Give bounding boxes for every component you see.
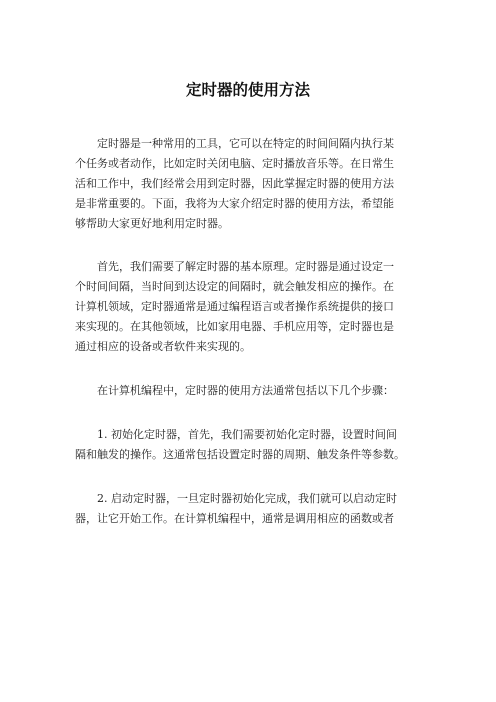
paragraph-2-line-2: 个时间间隔，当时间到达设定的间隔时，就会触发相应的操作。在 <box>75 280 394 293</box>
paragraph-2-line-3: 计算机领域，定时器通常是通过编程语言或者操作系统提供的接口 <box>75 300 394 313</box>
paragraph-5-line-1: 2. 启动定时器，一旦定时器初始化完成，我们就可以启动定时 <box>97 492 397 505</box>
paragraph-1-line-1: 定时器是一种常用的工具，它可以在特定的时间间隔内执行某 <box>97 137 394 150</box>
paragraph-5-line-2: 器，让它开始工作。在计算机编程中，通常是调用相应的函数或者 <box>75 512 394 525</box>
paragraph-4-line-2: 隔和触发的操作。这通常包括设置定时器的周期、触发条件等参数。 <box>75 448 405 461</box>
paragraph-3-line-1: 在计算机编程中，定时器的使用方法通常包括以下几个步骤： <box>97 384 394 397</box>
paragraph-2-line-1: 首先，我们需要了解定时器的基本原理。定时器是通过设定一 <box>97 260 394 273</box>
paragraph-1-line-2: 个任务或者动作，比如定时关闭电脑、定时播放音乐等。在日常生 <box>75 157 394 170</box>
paragraph-2-line-5: 通过相应的设备或者软件来实现的。 <box>75 340 251 353</box>
paragraph-2-line-4: 来实现的。在其他领域，比如家用电器、手机应用等，定时器也是 <box>75 320 394 333</box>
document-title: 定时器的使用方法 <box>185 81 310 99</box>
paragraph-1-line-4: 是非常重要的。下面，我将为大家介绍定时器的使用方法，希望能 <box>75 197 394 210</box>
paragraph-4-line-1: 1. 初始化定时器，首先，我们需要初始化定时器，设置时间间 <box>97 428 397 441</box>
paragraph-1-line-3: 活和工作中，我们经常会用到定时器，因此掌握定时器的使用方法 <box>75 177 394 190</box>
paragraph-1-line-5: 够帮助大家更好地利用定时器。 <box>75 217 229 230</box>
